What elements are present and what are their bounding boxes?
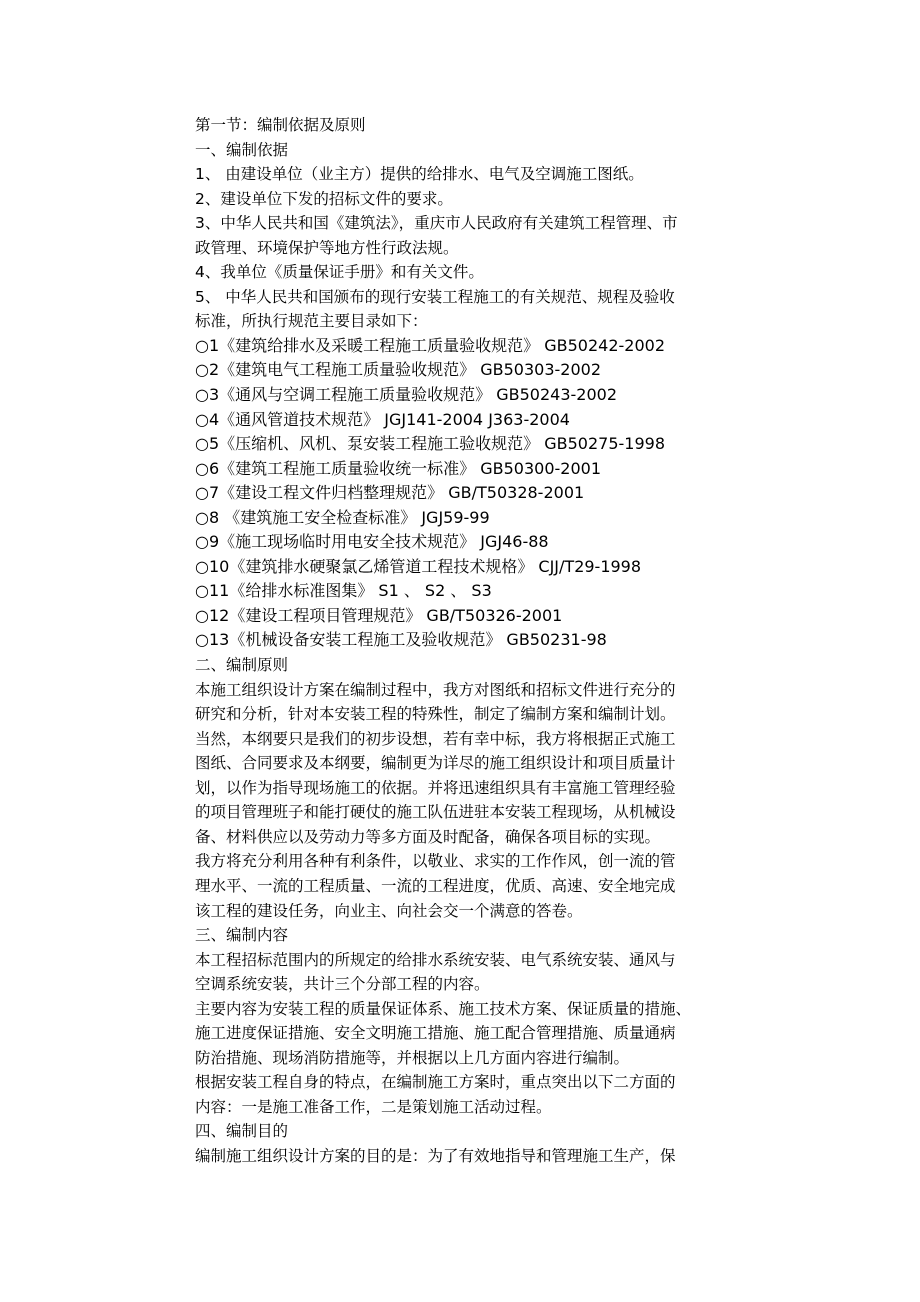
standard-item — [195, 628, 730, 653]
principles-line: 图纸、合同要求及本纲要，编制更为详尽的施工组织设计和项目质量计 — [195, 754, 676, 773]
standard-item — [195, 604, 730, 629]
principles-line: 我方将充分利用各种有利条件，以敬业、求实的工作作风，创一流的管 — [195, 852, 676, 871]
basis-line: 1、 由建设单位（业主方）提供的给排水、电气及空调施工图纸。 — [195, 165, 644, 184]
standard-item — [195, 432, 730, 457]
basis-line: 标准，所执行规范主要目录如下： — [195, 312, 428, 331]
basis-line: 3、中华人民共和国《建筑法》，重庆市人民政府有关建筑工程管理、市 — [195, 214, 678, 233]
standard-item — [195, 555, 730, 580]
standard-name: ○4《通风管道技术规范》 — [195, 409, 380, 429]
standard-code: GB50243-2002 — [491, 385, 618, 405]
contents-line: 施工进度保证措施、安全文明施工措施、施工配合管理措施、质量通病 — [195, 1024, 676, 1043]
standard-item — [195, 334, 730, 359]
standard-code: GB50303-2002 — [475, 360, 602, 380]
principles-line: 本施工组织设计方案在编制过程中，我方对图纸和招标文件进行充分的 — [195, 680, 676, 699]
basis-line: 政管理、环境保护等地方性行政法规。 — [195, 238, 459, 257]
standard-item — [195, 481, 730, 506]
basis-list — [195, 162, 730, 334]
basis-line: 5、 中华人民共和国颁布的现行安装工程施工的有关规范、规程及验收 — [195, 287, 675, 306]
standard-item — [195, 506, 730, 531]
standard-item — [195, 383, 730, 408]
standard-code: CJJ/T29-1998 — [533, 556, 642, 576]
basis-line: 2、建设单位下发的招标文件的要求。 — [195, 189, 453, 208]
standard-code: JGJ141-2004 J363-2004 — [379, 409, 570, 429]
standard-code: GB50231-98 — [501, 630, 607, 650]
standards-list — [195, 334, 730, 653]
heading-basis: 一、编制依据 — [195, 140, 289, 159]
document-page — [195, 113, 730, 1169]
standard-code: S1 、 S2 、 S3 — [373, 581, 492, 601]
standard-code: GB/T50326-2001 — [421, 605, 563, 625]
standard-item — [195, 358, 730, 383]
principles-line: 该工程的建设任务，向业主、向社会交一个满意的答卷。 — [195, 901, 583, 920]
standard-name: ○9《施工现场临时用电安全技术规范》 — [195, 532, 476, 552]
principles-line: 划，以作为指导现场施工的依据。并将迅速组织具有丰富施工管理经验 — [195, 778, 676, 797]
principles-line: 备、材料供应以及劳动力等多方面及时配备，确保各项目标的实现。 — [195, 827, 661, 846]
standard-item — [195, 408, 730, 433]
standard-code: JGJ46-88 — [475, 532, 549, 552]
contents-line: 根据安装工程自身的特点，在编制施工方案时，重点突出以下二方面的 — [195, 1073, 676, 1092]
standard-name: ○3《通风与空调工程施工质量验收规范》 — [195, 385, 492, 405]
standard-name: ○6《建筑工程施工质量验收统一标准》 — [195, 458, 476, 478]
standard-code: GB50275-1998 — [539, 434, 666, 454]
principles-paragraph — [195, 678, 730, 923]
principles-line: 的项目管理班子和能打硬仗的施工队伍进驻本安装工程现场，从机械设 — [195, 803, 676, 822]
standard-name: ○11《给排水标准图集》 — [195, 581, 374, 601]
standard-name: ○2《建筑电气工程施工质量验收规范》 — [195, 360, 476, 380]
standard-name: ○12《建设工程项目管理规范》 — [195, 605, 422, 625]
standard-code: GB/T50328-2001 — [443, 483, 585, 503]
purpose-paragraph — [195, 1144, 730, 1169]
principles-line: 研究和分析，针对本安装工程的特殊性，制定了编制方案和编制计划。 — [195, 705, 676, 724]
basis-line: 4、我单位《质量保证手册》和有关文件。 — [195, 263, 484, 282]
contents-paragraph — [195, 948, 730, 1120]
standard-name: ○10《建筑排水硬聚氯乙烯管道工程技术规格》 — [195, 556, 534, 576]
standard-name: ○8 《建筑施工安全检查标准》 — [195, 507, 417, 527]
standard-item — [195, 457, 730, 482]
standard-code: GB50242-2002 — [539, 335, 666, 355]
heading-contents: 三、编制内容 — [195, 926, 289, 945]
heading-purpose: 四、编制目的 — [195, 1122, 289, 1141]
standard-name: ○7《建设工程文件归档整理规范》 — [195, 483, 444, 503]
principles-line: 理水平、一流的工程质量、一流的工程进度，优质、高速、安全地完成 — [195, 876, 676, 895]
standard-item — [195, 579, 730, 604]
heading-principles: 二、编制原则 — [195, 656, 289, 675]
standard-name: ○5《压缩机、风机、泵安装工程施工验收规范》 — [195, 434, 540, 454]
purpose-line: 编制施工组织设计方案的目的是：为了有效地指导和管理施工生产，保 — [195, 1146, 676, 1165]
contents-line: 主要内容为安装工程的质量保证体系、施工技术方案、保证质量的措施、 — [195, 999, 692, 1018]
contents-line: 防治措施、现场消防措施等，并根据以上几方面内容进行编制。 — [195, 1048, 630, 1067]
principles-line: 当然，本纲要只是我们的初步设想，若有幸中标，我方将根据正式施工 — [195, 729, 676, 748]
standard-code: GB50300-2001 — [475, 458, 602, 478]
contents-line: 内容：一是施工准备工作，二是策划施工活动过程。 — [195, 1097, 552, 1116]
standard-code: JGJ59-99 — [416, 507, 490, 527]
standard-name: ○1《建筑给排水及采暖工程施工质量验收规范》 — [195, 335, 540, 355]
contents-line: 空调系统安装，共计三个分部工程的内容。 — [195, 975, 490, 994]
contents-line: 本工程招标范围内的所规定的给排水系统安装、电气系统安装、通风与 — [195, 950, 676, 969]
standard-name: ○13《机械设备安装工程施工及验收规范》 — [195, 630, 502, 650]
section-title: 第一节：编制依据及原则 — [195, 116, 366, 134]
standard-item — [195, 530, 730, 555]
